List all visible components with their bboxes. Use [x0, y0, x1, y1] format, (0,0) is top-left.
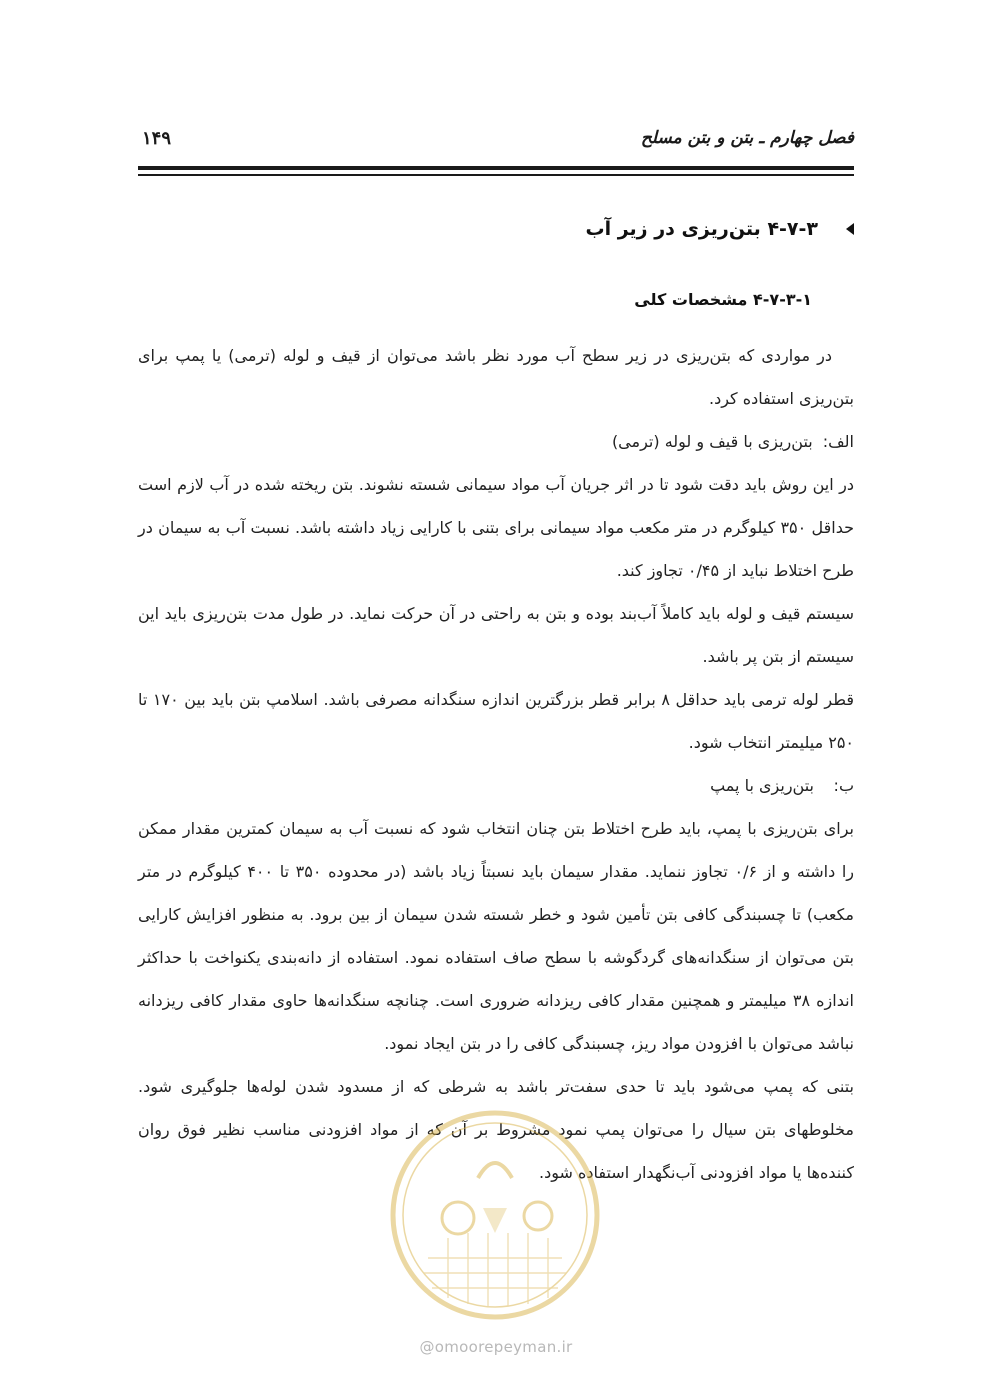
item-a-marker: الف:: [822, 432, 854, 451]
item-b-marker: ب:: [833, 776, 854, 795]
header-rule-thin: [138, 174, 854, 176]
item-b-title: بتن‌ریزی با پمپ: [710, 776, 814, 795]
item-b-paragraph-1: برای بتن‌ریزی با پمپ، باید طرح اختلاط بتن چنان انتخاب شود که نسبت آب به سیمان کمترین مقدار ممکن را داشته و از ۰/۶ تجاوز ننماید. مقدار سیمان باید نسبتاً زیاد باشد (در محدوده ۳۵۰ تا ۴۰۰ کیلوگرم در متر مکعب) تا چسبندگی کافی بتن تأمین شود و خطر شسته شدن سیمان از بین برود. به منظور افزایش کارایی بتن می‌توان از سنگدانه‌های گردگوشه با سطح صاف استفاده نمود. استفاده از دانه‌بندی یکنواخت با حداکثر اندازه ۳۸ میلیمتر و همچنین مقدار کافی ریزدانه ضروری است. چنانچه سنگدانه‌ها حاوی مقدار کافی ریزدانه نباشد می‌توان با افزودن مواد ریز، چسبندگی کافی را در بتن ایجاد نمود.: [138, 819, 855, 1053]
item-b-paragraph-2: بتنی که پمپ می‌شود باید تا حدی سفت‌تر باشد به شرطی که از مسدود شدن لوله‌ها جلوگیری شود. مخلوطهای بتن سیال را می‌توان پمپ نمود مشروط بر آن که از مواد افزودنی مناسب نظیر فوق روان کننده‌ها یا مواد افزودنی آب‌نگهدار استفاده شود.: [138, 1077, 854, 1182]
triangle-bullet-icon: [846, 223, 854, 235]
section-heading-row: [585, 218, 854, 240]
item-a-paragraph-1: در این روش باید دقت شود تا در اثر جریان آب مواد سیمانی شسته نشوند. بتن ریخته شده در آب لازم است حداقل ۳۵۰ کیلوگرم در متر مکعب مواد سیمانی برای بتنی با کارایی زیاد داشته باشد. نسبت آب به سیمان در طرح اختلاط نباید از ۰/۴۵ تجاوز کند.: [138, 475, 854, 580]
header-rule-thick: [138, 166, 854, 170]
item-a-heading: [138, 420, 854, 463]
section-heading: ۴-۷-۳ بتن‌ریزی در زیر آب: [585, 218, 818, 240]
item-a-title: بتن‌ریزی با قیف و لوله (ترمی): [611, 432, 813, 451]
item-a-paragraph-2: سیستم قیف و لوله باید کاملاً آب‌بند بوده و بتن به راحتی در آن حرکت نماید. در طول مدت بتن‌ریزی باید این سیستم از بتن پر باشد.: [138, 604, 854, 666]
subsection-heading: ۴-۷-۳-۱ مشخصات کلی: [634, 290, 812, 309]
watermark-url: @omoorepeyman.ir: [419, 1338, 573, 1356]
page-number: ۱۴۹: [142, 128, 172, 149]
body-text: [138, 334, 854, 1194]
intro-paragraph: در مواردی که بتن‌ریزی در زیر سطح آب مورد نظر باشد می‌توان از قیف و لوله (ترمی) یا پمپ برای بتن‌ریزی استفاده کرد.: [138, 346, 854, 408]
item-a-paragraph-3: قطر لوله ترمی باید حداقل ۸ برابر قطر بزرگترین اندازه سنگدانه مصرفی باشد. اسلامپ بتن باید بین ۱۷۰ تا ۲۵۰ میلیمتر انتخاب شود.: [138, 690, 854, 752]
item-b-heading: [138, 764, 854, 807]
running-title: فصل چهارم ـ بتن و بتن مسلح: [640, 128, 854, 148]
